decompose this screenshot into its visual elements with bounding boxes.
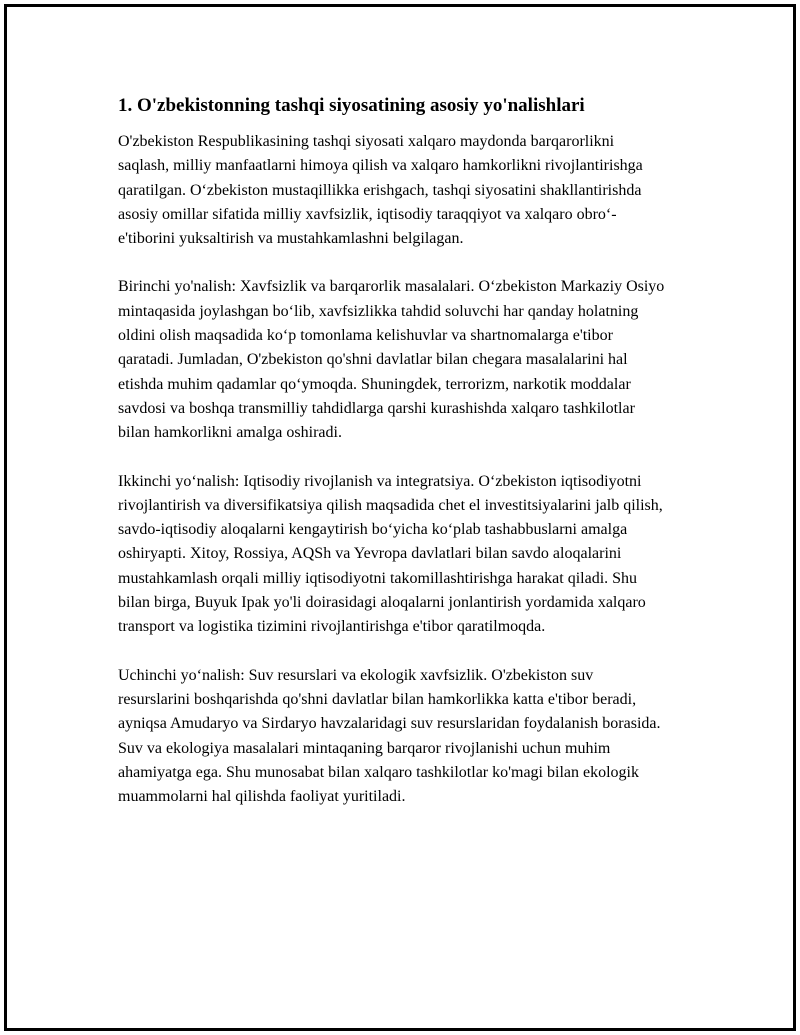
paragraph-security: Birinchi yo'nalish: Xavfsizlik va barqarorlik masalalari. O‘zbekiston Markaziy Osiyo mintaqasida joylashgan bo‘lib, xavfsizlikka tahdid soluvchi har qanday holatning oldini olish maqsadida ko‘p tomonlama kelishuvlar va shartnomalarga e'tibor qaratadi. Jumladan, O'zbekiston qo'shni davlatlar bilan chegara masalalarini hal etishda muhim qadamlar qo‘ymoqda. Shuningdek, terrorizm, narkotik moddalar savdosi va boshqa transmilliy tahdidlarga qarshi kurashishda xalqaro tashkilotlar bilan hamkorlikni amalga oshiradi. <box>118 278 665 442</box>
document-title: 1. O'zbekistonning tashqi siyosatining asosiy yo'nalishlari <box>118 95 585 116</box>
paragraph-economy: Ikkinchi yo‘nalish: Iqtisodiy rivojlanish va integratsiya. O‘zbekiston iqtisodiyotni rivojlantirish va diversifikatsiya qilish maqsadida chet el investitsiyalarini jalb qilish, savdo-iqtisodiy aloqalarni kengaytirish bo‘yicha ko‘plab tashabbuslarni amalga oshiryapti. Xitoy, Rossiya, AQSh va Yevropa davlatlari bilan savdo aloqalarini mustahkamlash orqali milliy iqtisodiyotni takomillashtirishga harakat qiladi. Shu bilan birga, Buyuk Ipak yo'li doirasidagi aloqalarni jonlantirish yordamida xalqaro transport va logistika tizimini rivojlantirishga e'tibor qaratilmoqda. <box>118 472 663 636</box>
paragraph-intro: O'zbekiston Respublikasining tashqi siyosati xalqaro maydonda barqarorlikni saqlash, milliy manfaatlarni himoya qilish va xalqaro hamkorlikni rivojlantirishga qaratilgan. O‘zbekiston mustaqillikka erishgach, tashqi siyosatini shakllantirishda asosiy omillar sifatida milliy xavfsizlik, iqtisodiy taraqqiyot va xalqaro obro‘-e'tiborini yuksaltirish va mustahkamlashni belgilagan. <box>118 133 643 248</box>
paragraph-water-ecology: Uchinchi yo‘nalish: Suv resurslari va ekologik xavfsizlik. O'zbekiston suv resurslarini boshqarishda qo'shni davlatlar bilan hamkorlikka katta e'tibor beradi, ayniqsa Amudaryo va Sirdaryo havzalaridagi suv resurslaridan foydalanish borasida. Suv va ekologiya masalalari mintaqaning barqaror rivojlanishi uchun muhim ahamiyatga ega. Shu munosabat bilan xalqaro tashkilotlar ko'magi bilan ekologik muammolarni hal qilishda faoliyat yuritiladi. <box>118 666 661 806</box>
document-body <box>118 93 666 833</box>
